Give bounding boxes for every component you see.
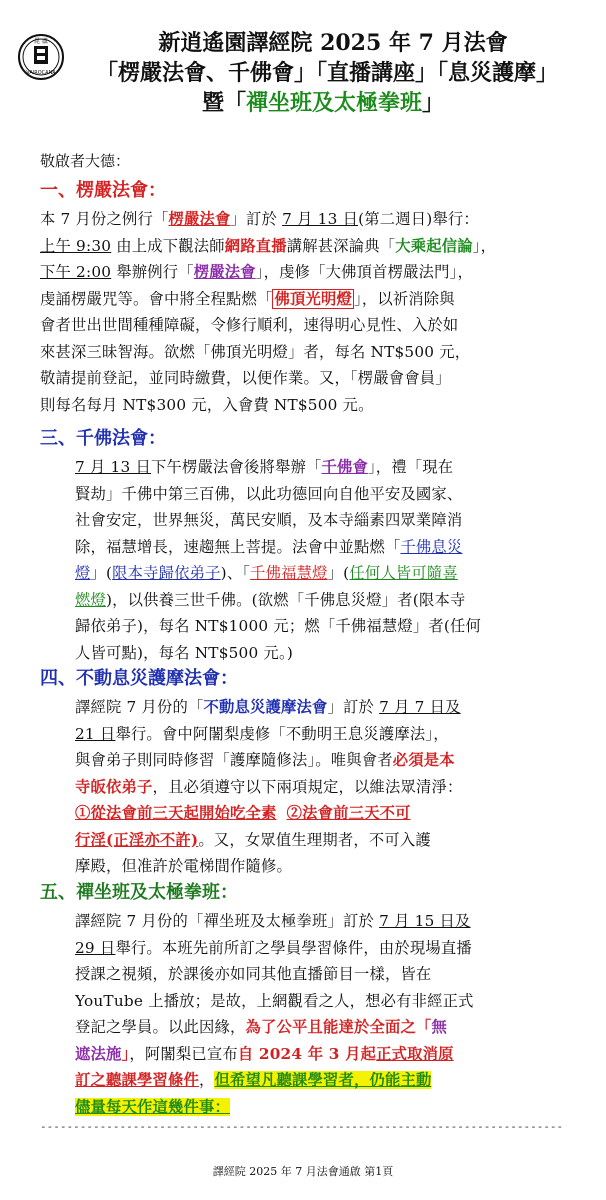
title-line-3-prefix: 暨「 — [201, 90, 246, 116]
section-4-body: 譯經院 7 月份的「不動息災護摩法會」訂於 7 月 7 日及 21 日舉行。會中阿闍梨虔修「不動明王息災護摩法」， 與會弟子則同時修習「護摩隨修法」。唯與會者必須是本 寺皈依弟子，且必須遵守以下兩項規定，以維法眾清淨： ①從法會前三天起開始吃全素 ②法會前三天不可 行淫(正淫亦不許)。又，女眾值生理期者，不可入護 摩殿，但准許於電梯間作隨修。 — [75, 698, 463, 875]
section-5-title: 五、禪坐班及太極拳班： — [40, 882, 238, 903]
section-5-body: 譯經院 7 月份的「禪坐班及太極拳班」訂於 7 月 15 日及 29 日舉行。本班先前所訂之學員學習條件，由於現場直播 授課之視頻，於課後亦如同其他直播節目一樣，皆在 YouTube 上播放；是故，上網觀看之人，想必有非經正式 登記之學員。以此因緣，為了公平且能達於全面之「無 遮法施」，阿闍梨已宣布自 2024 年 3 月起正式取消原 訂之聽課學習條件，但希望凡聽課學習者，仍能主動 儘量每天作這幾件事： — [75, 912, 474, 1116]
section-3-body: 7 月 13 日下午楞嚴法會後將舉辦「千佛會」，禮「現在 賢劫」千佛中第三百佛，以此功德回向自他平安及國家、 社會安定，世界無災，萬民安順，及本寺緇素四眾業障消 除，福慧增長，速趨無上菩提。法會中並點燃「千佛息災 燈」(限本寺歸依弟子)、「千佛福慧燈」(任何人皆可隨喜 燃燈)，以供養三世千佛。(欲燃「千佛息災燈」者(限本寺 歸依弟子)，每名 NT$1000 元；燃「千佛福慧燈」者(任何 人皆可點)，每名 NT$500 元。) — [75, 458, 482, 662]
greeting: 敬啟者大德： — [40, 152, 131, 170]
section-3-title: 三、千佛法會： — [40, 428, 166, 449]
title-line-1: 新逍遙園譯經院 2025 年 7 月法會 — [158, 30, 508, 56]
page-footer: 譯經院 2025 年 7 月法會通啟 第1頁 — [212, 1165, 394, 1178]
title-line-3-suffix: 」 — [422, 90, 445, 116]
page-divider: ------------------------------------------------------------------------------- — [40, 1120, 564, 1133]
title-line-3-highlight: 禪坐班及太極拳班 — [245, 90, 422, 116]
section-4-title: 四、不動息災護摩法會： — [40, 668, 238, 689]
header — [0, 0, 606, 125]
title-line-2: 「楞嚴法會、千佛會」「直播講座」「息災護摩」 — [95, 60, 558, 86]
svg-text:VAIROCANA: VAIROCANA — [26, 70, 56, 76]
title-line-3 — [20, 90, 606, 116]
svg-text:毘 盧: 毘 盧 — [34, 38, 48, 45]
section-1-body: 本 7 月份之例行「楞嚴法會」訂於 7 月 13 日(第二週日)舉行： 上午 9:30 由上成下觀法師網路直播講解甚深論典「大乘起信論」， 下午 2:00 舉辦例行「楞嚴法會」，虔修「大佛頂首楞嚴法門」， 虔誦楞嚴咒等。會中將全程點燃「 佛頂光明燈 」，以祈消除與 會者世出世間種種障礙，令修行順利，速得明心見性、入於如 來甚深三昧智海。欲燃「佛頂光明燈」者，每名 NT$500 元， 敬請提前登記，並同時繳費，以便作業。又，「楞嚴會會員」 則每名每月 NT$300 元，入會費 NT$500 元。 — [40, 210, 497, 414]
section-1-title: 一、楞嚴法會： — [40, 180, 166, 201]
